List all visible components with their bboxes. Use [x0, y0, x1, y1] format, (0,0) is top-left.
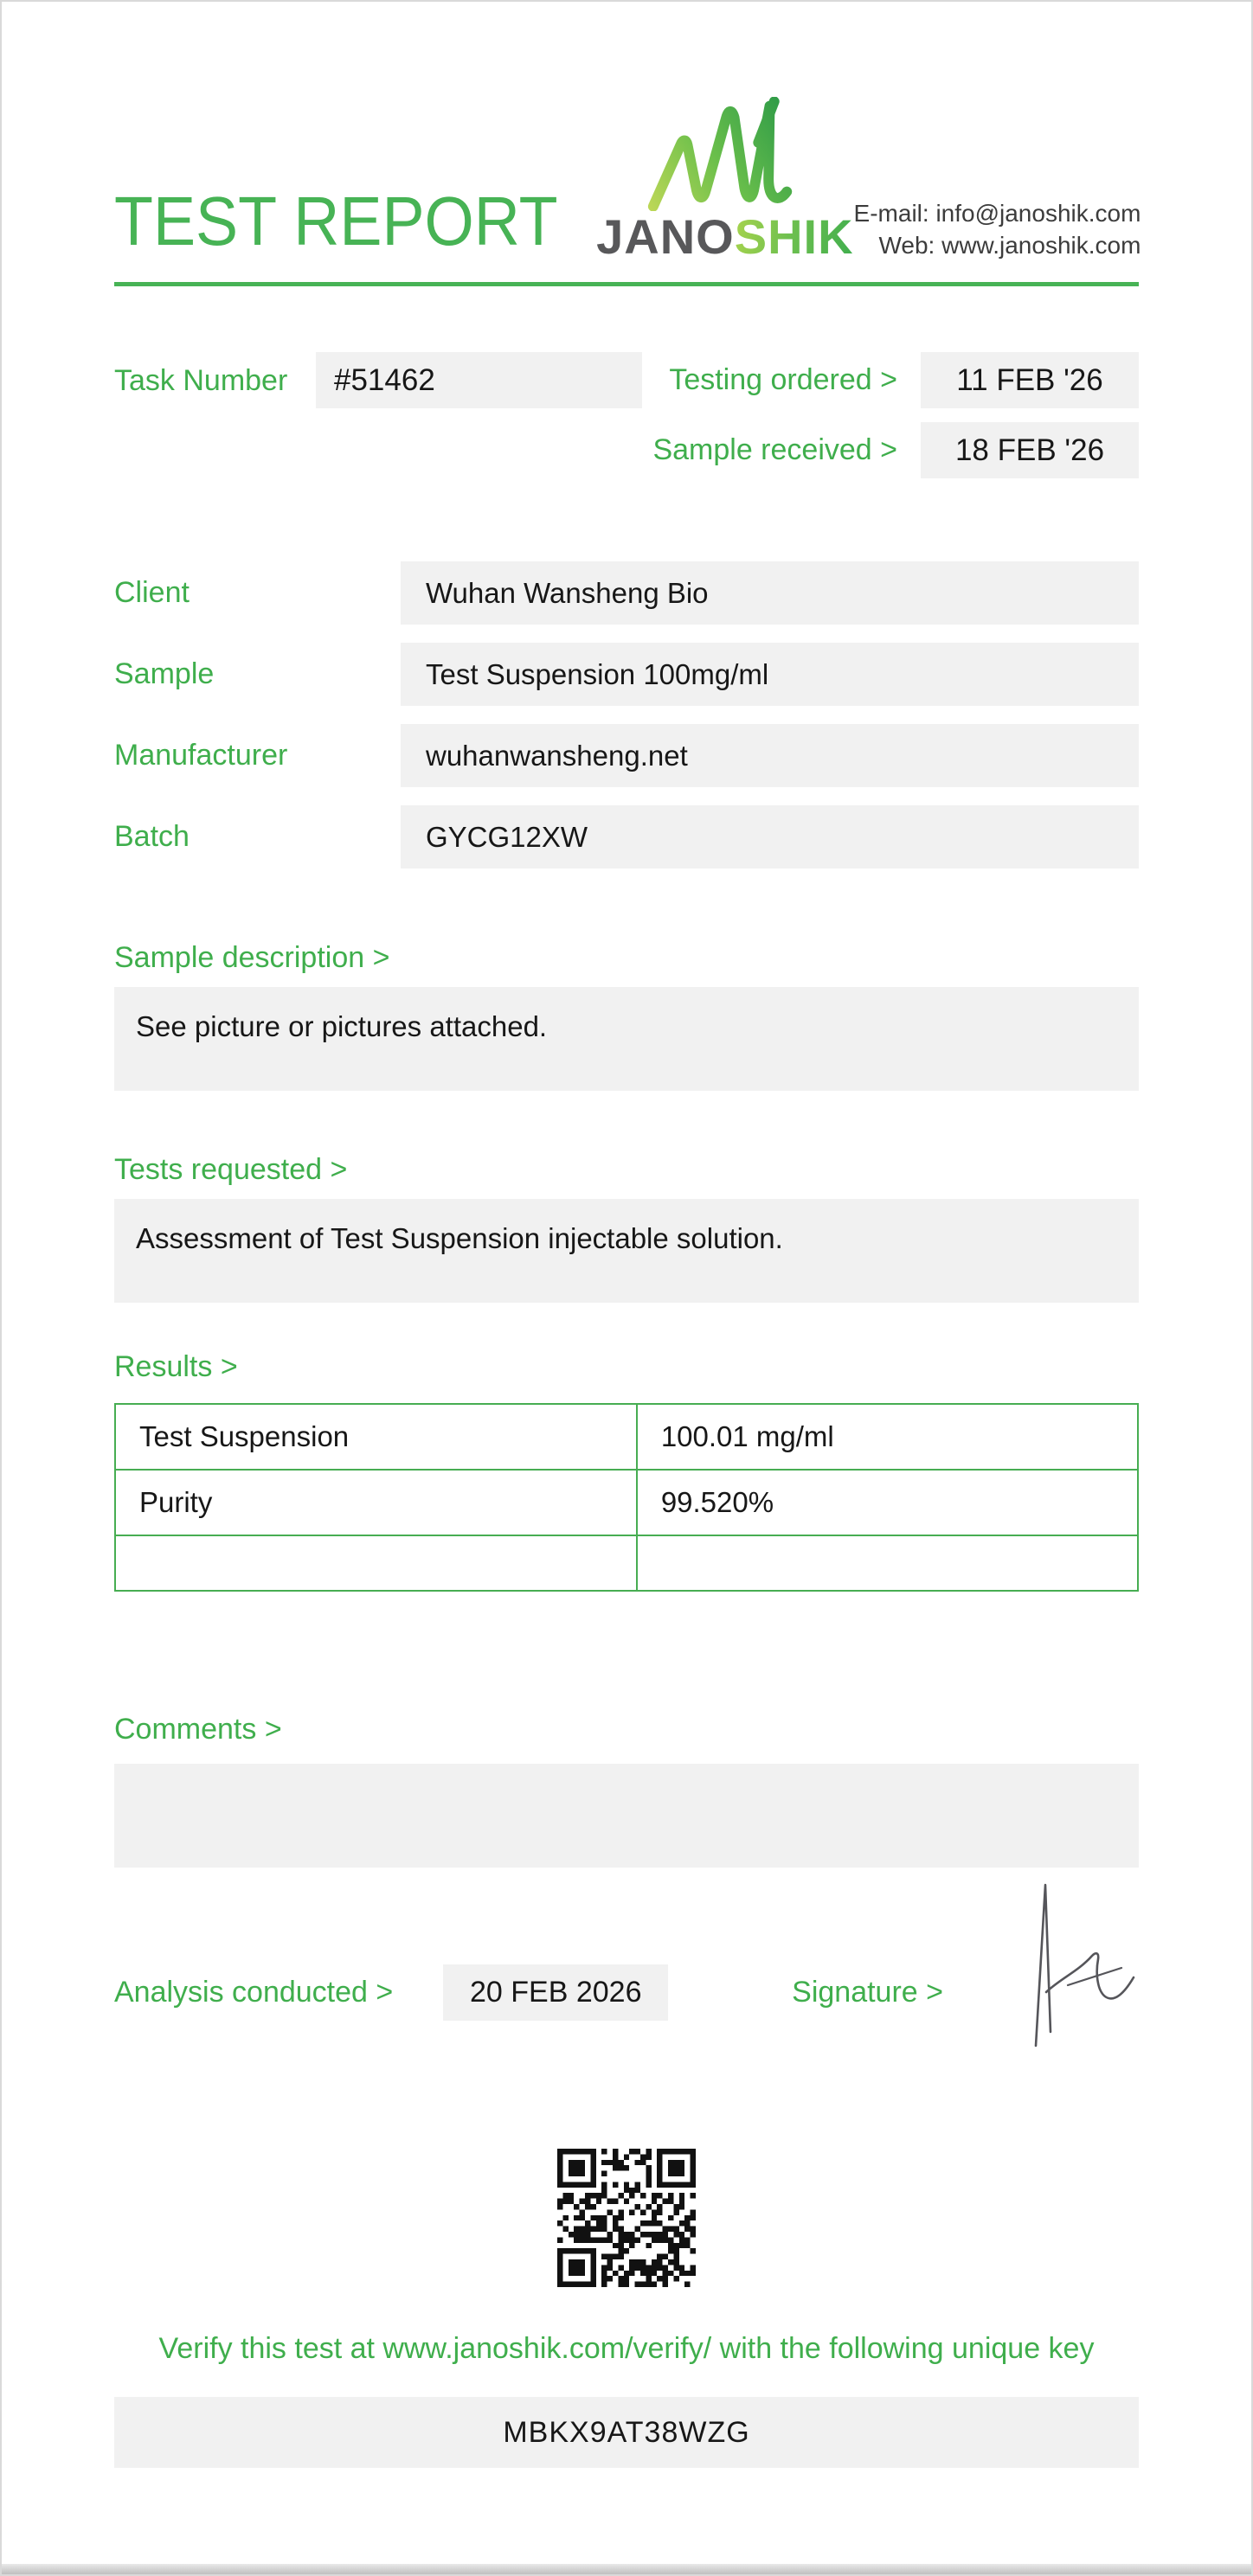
- comments-text: [114, 1764, 1139, 1868]
- sample-received-date: 18 FEB '26: [921, 422, 1139, 478]
- manufacturer-label: Manufacturer: [114, 739, 288, 772]
- qr-code: [557, 2149, 696, 2287]
- sample-row: [114, 643, 1139, 706]
- manufacturer-row: [114, 724, 1139, 787]
- logo: [596, 97, 853, 268]
- header: [114, 2, 1139, 268]
- result-name: [115, 1535, 637, 1591]
- results-section: [114, 1350, 1139, 1592]
- results-table: [114, 1403, 1139, 1592]
- tests-requested-label: Tests requested >: [114, 1153, 348, 1186]
- testing-ordered-date: 11 FEB '26: [921, 352, 1139, 408]
- sample-value: Test Suspension 100mg/ml: [401, 643, 1139, 706]
- task-number-value: #51462: [316, 352, 642, 408]
- testing-ordered-label: Testing ordered >: [669, 363, 897, 396]
- result-value: 99.520%: [637, 1470, 1138, 1535]
- result-name: Purity: [115, 1470, 637, 1535]
- testing-ordered-row: [652, 352, 1139, 408]
- dates-column: [652, 352, 1139, 478]
- client-row: [114, 561, 1139, 625]
- page-title: TEST REPORT: [114, 183, 558, 260]
- brand-wordmark: [596, 209, 854, 264]
- client-label: Client: [114, 576, 190, 609]
- tests-requested-text: Assessment of Test Suspension injectable solution.: [114, 1199, 1139, 1303]
- signature-label: Signature >: [792, 1976, 943, 2009]
- batch-row: [114, 805, 1139, 868]
- sample-description-text: See picture or pictures attached.: [114, 987, 1139, 1091]
- table-row: [115, 1404, 1138, 1470]
- brand-jano: JANO: [596, 209, 735, 264]
- sample-label: Sample: [114, 657, 215, 690]
- batch-value: GYCG12XW: [401, 805, 1139, 868]
- logo-group: [596, 97, 1141, 268]
- contact-web: Web: www.janoshik.com: [878, 231, 1141, 259]
- sample-received-label: Sample received >: [652, 433, 897, 466]
- info-fields: [114, 561, 1139, 868]
- signature-image: [1033, 1880, 1139, 2049]
- header-divider: [114, 282, 1139, 286]
- verification-key: MBKX9AT38WZG: [114, 2397, 1139, 2468]
- table-row: [115, 1535, 1138, 1591]
- client-value: Wuhan Wansheng Bio: [401, 561, 1139, 625]
- task-section: [114, 352, 1139, 478]
- manufacturer-value: wuhanwansheng.net: [401, 724, 1139, 787]
- result-value: [637, 1535, 1138, 1591]
- analysis-date-value: 20 FEB 2026: [443, 1964, 668, 2021]
- analysis-signature-row: [114, 1964, 1139, 2021]
- result-value: 100.01 mg/ml: [637, 1404, 1138, 1470]
- sample-received-row: [652, 422, 1139, 478]
- sample-description-section: [114, 941, 1139, 1091]
- batch-label: Batch: [114, 820, 190, 853]
- verify-instruction: Verify this test at www.janoshik.com/verify/ with the following unique key: [158, 2332, 1095, 2365]
- task-number-label: Task Number: [114, 364, 288, 397]
- contact-info: [854, 197, 1141, 261]
- sample-description-label: Sample description >: [114, 941, 390, 974]
- contact-email: E-mail: info@janoshik.com: [853, 199, 1141, 227]
- page-bottom-edge: [2, 2564, 1251, 2574]
- comments-section: [114, 1713, 1139, 1868]
- table-row: [115, 1470, 1138, 1535]
- result-name: Test Suspension: [115, 1404, 637, 1470]
- results-label: Results >: [114, 1350, 238, 1383]
- janoshik-logo-mark-icon: [639, 97, 812, 211]
- tests-requested-section: [114, 1153, 1139, 1303]
- comments-label: Comments >: [114, 1713, 282, 1746]
- analysis-conducted-label: Analysis conducted >: [114, 1976, 394, 2009]
- brand-shik: SHIK: [734, 209, 854, 264]
